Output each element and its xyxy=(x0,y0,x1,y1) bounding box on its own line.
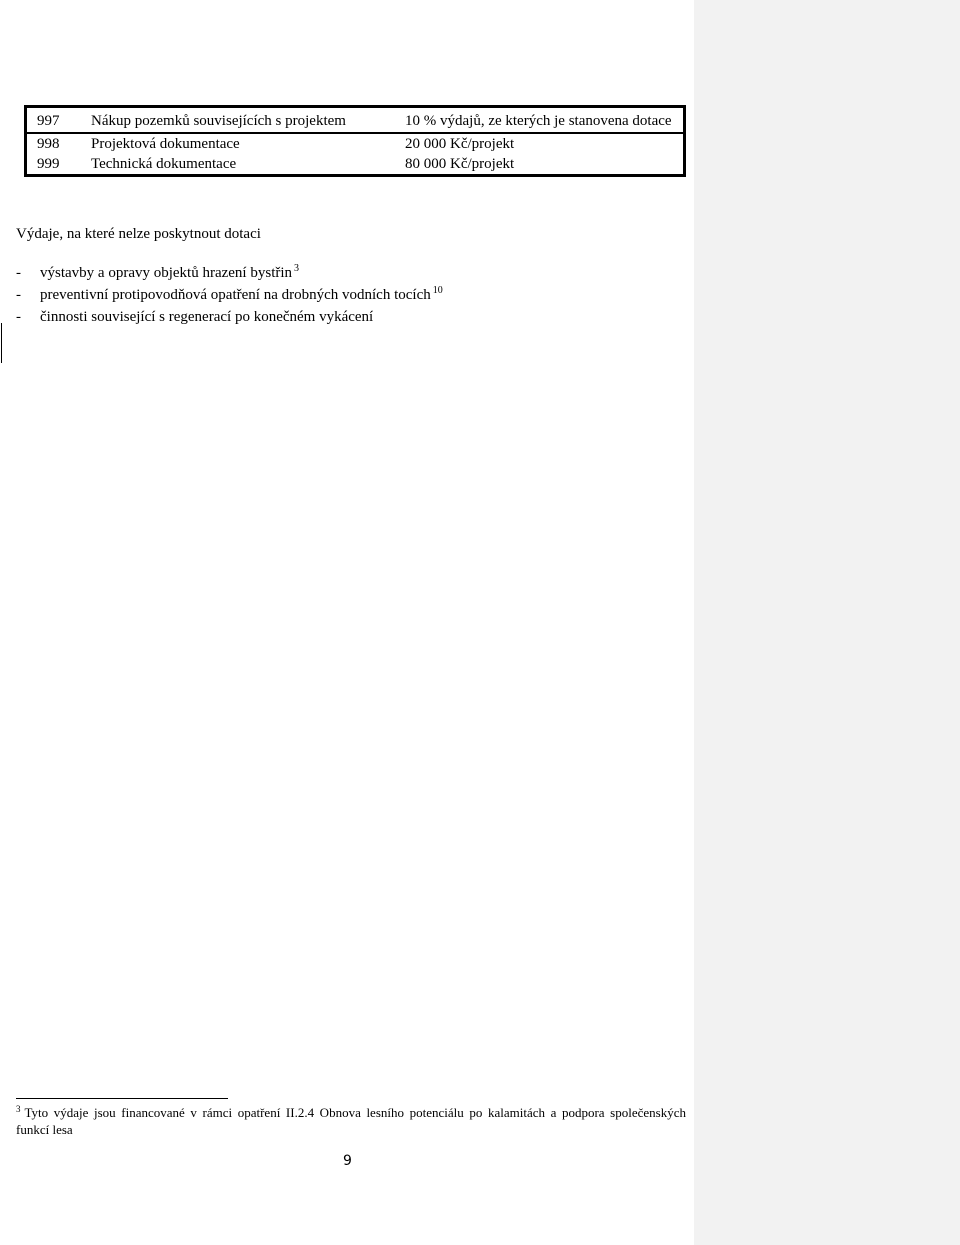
revision-change-bar xyxy=(1,323,2,363)
eligible-costs-table xyxy=(24,105,686,177)
cost-code: 999 xyxy=(37,156,60,172)
list-item-text: výstavby a opravy objektů hrazení bystřin xyxy=(40,265,293,281)
footnote-reference[interactable]: 3 xyxy=(294,263,300,274)
list-dash: - xyxy=(16,309,21,325)
list-item xyxy=(16,306,443,328)
cost-code: 997 xyxy=(37,113,60,129)
cost-limit: 10 % výdajů, ze kterých je stanovena dotace xyxy=(405,113,672,129)
comment-margin-pane xyxy=(694,0,960,1245)
cost-name: Projektová dokumentace xyxy=(87,133,401,154)
ineligible-costs-list xyxy=(16,262,443,328)
footnote xyxy=(16,1104,686,1138)
cost-name: Technická dokumentace xyxy=(91,156,237,172)
footnote-text: Tyto výdaje jsou financované v rámci opatření II.2.4 Obnova lesního potenciálu po kalamitách a podpora společenských funkcí lesa xyxy=(16,1105,686,1137)
page-number: 9 xyxy=(343,1153,352,1169)
list-dash: - xyxy=(16,287,21,303)
table-row xyxy=(26,133,685,154)
footnote-marker: 3 xyxy=(16,1104,21,1114)
cost-name: Nákup pozemků souvisejících s projektem xyxy=(91,113,346,129)
list-item-text: preventivní protipovodňová opatření na drobných vodních tocích xyxy=(40,287,431,303)
list-item xyxy=(16,262,443,284)
cost-limit: 20 000 Kč/projekt xyxy=(401,133,685,154)
list-item xyxy=(16,284,443,306)
list-dash: - xyxy=(16,265,21,281)
list-item-text: činnosti související s regenerací po konečném vykácení xyxy=(40,309,374,325)
footnote-reference[interactable]: 10 xyxy=(432,285,443,296)
section-heading: Výdaje, na které nelze poskytnout dotaci xyxy=(16,226,261,242)
table-row xyxy=(26,154,685,176)
cost-limit: 80 000 Kč/projekt xyxy=(405,156,515,172)
footnote-separator xyxy=(16,1098,228,1099)
table-row xyxy=(26,107,685,134)
cost-code: 998 xyxy=(26,133,88,154)
